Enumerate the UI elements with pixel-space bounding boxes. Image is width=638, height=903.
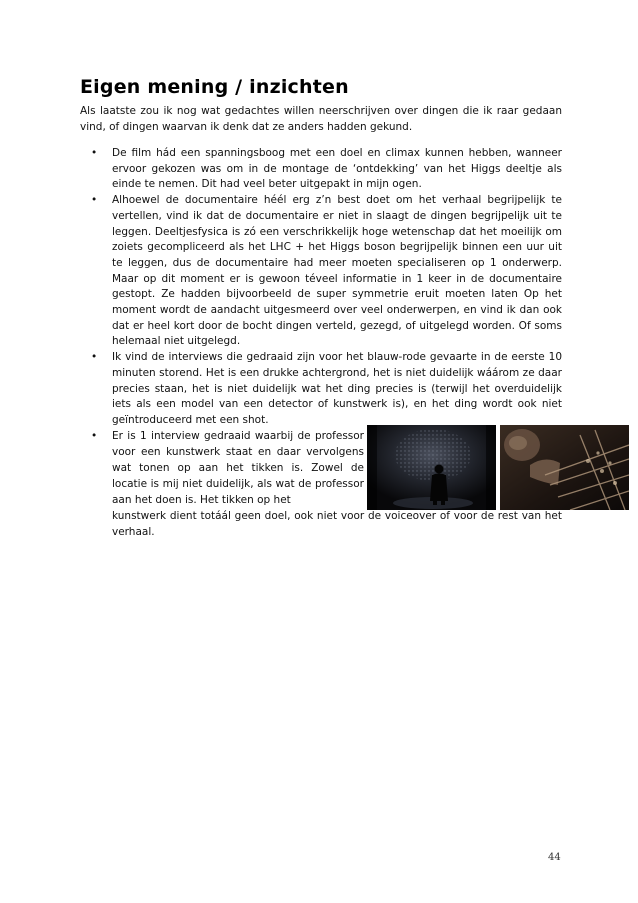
page-number: 44 [548, 852, 561, 863]
intro-paragraph: Als laatste zou ik nog wat gedachtes willen neerschrijven over dingen die ik raar gedaan vind, of dingen waarvan ik denk dat ze anders hadden gekund. [80, 105, 562, 133]
bullet-icon: • [91, 147, 98, 159]
list-item [80, 193, 562, 350]
bullet-icon: • [91, 430, 98, 442]
list-item [80, 146, 562, 193]
bullet-text: De film hád een spanningsboog met een doel en climax kunnen hebben, wanneer ervoor gekozen was om in de montage de ‘ontdekking’ van het Higgs deeltje als einde te nemen. Dit had veel beter uitgepakt in mijn ogen. [112, 147, 562, 191]
section-heading: Eigen mening / inzichten [80, 76, 349, 98]
list-item [80, 350, 562, 429]
bullet-text: Alhoewel de documentaire héél erg z’n best doet om het verhaal begrijpelijk te vertellen, vind ik dat de documentaire er niet in slaagt de dingen begrijpelijk uit te leggen. Deeltjesfysica is zó een verschrikkelijk hoge wetenschap dat het moeilijk om zoiets gecompliceerd als het LHC + het Higgs boson begrijpelijk binnen een uur uit te leggen, dus de documentaire had meer moeten specialiseren op 1 onderwerp. Maar op dit moment er is gewoon téveel informatie in 1 keer in de documentaire gestopt. Ze hadden bijvoorbeeld de super symmetrie eruit moeten laten Op het moment wordt de aandacht uitgesmeerd over veel onderwerpen, en vind ik dan ook dat er heel kort door de bocht dingen verteld, gezegd, of uitgelegd worden. Of soms helemaal niet uitgelegd. [112, 194, 562, 348]
bullet-text: Ik vind de interviews die gedraaid zijn voor het blauw-rode gevaarte in de eerste 10 minuten storend. Het is een drukke achtergrond, het is niet duidelijk wáárom ze daar precies staan, het is niet duidelijk wat het ding precies is (terwijl het overduidelijk iets als een model van een detector of kunstwerk is), en het ding wordt ook niet geïntroduceerd met een shot. [112, 351, 562, 426]
bullet-icon: • [91, 351, 98, 364]
bullet-text: Er is 1 interview gedraaid waarbij de professor voor een kunstwerk staat en daar vervolgens wat tonen op aan het tikken is. Zowel de locatie is mij niet duidelijk, als wat de professor aan het doen is. Het tikken op het [112, 430, 364, 506]
bullet-text-continued: kunstwerk dient totáál geen doel, ook niet voor de voiceover of voor de rest van het verhaal. [112, 510, 562, 538]
bullet-list [80, 146, 562, 429]
bullet-icon: • [91, 194, 98, 207]
list-item [80, 428, 562, 540]
